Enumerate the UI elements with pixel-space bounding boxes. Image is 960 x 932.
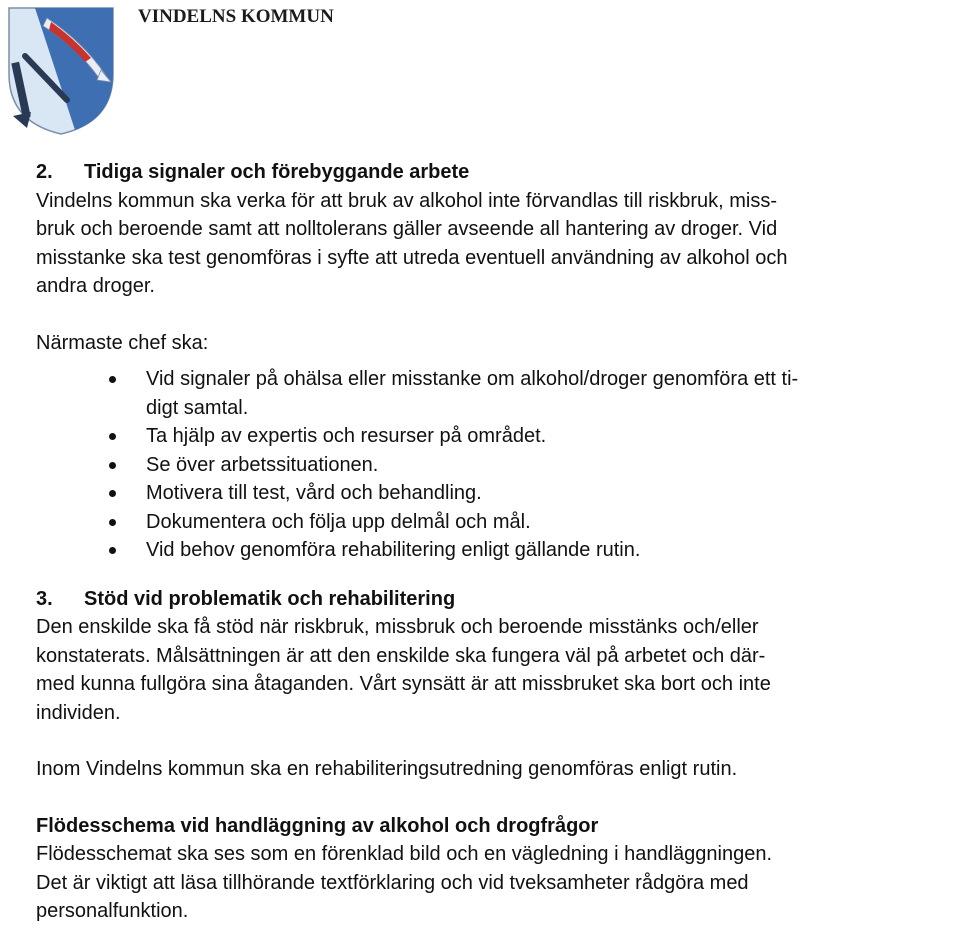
section-2-heading (36, 158, 956, 187)
bullet-icon (109, 547, 116, 554)
bullet-list (36, 365, 956, 565)
section-3-heading (36, 585, 956, 614)
section-2-line-3: misstanke ska test genomföras i syfte att utreda eventuell användning av alkohol och (36, 246, 788, 269)
section-3-title: Stöd vid problematik och rehabilitering (84, 587, 456, 610)
document-body (36, 158, 956, 926)
section-2-line-1: Vindelns kommun ska verka för att bruk av alkohol inte förvandlas till riskbruk, miss- (36, 189, 778, 212)
list-item: Dokumentera och följa upp delmål och mål. (146, 508, 956, 537)
list-item: Motivera till test, vård och behandling. (146, 479, 956, 508)
section-3-line-4: individen. (36, 701, 121, 724)
section-2-title: Tidiga signaler och förebyggande arbete (84, 161, 470, 183)
list-item: Ta hjälp av expertis och resurser på området. (146, 422, 956, 451)
section-3-line-2: konstaterats. Målsättningen är att den enskilde ska fungera väl på arbetet och där- (36, 644, 766, 667)
flowchart-heading: Flödesschema vid handläggning av alkohol och drogfrågor (36, 814, 599, 837)
flowchart-line-3: personalfunktion. (36, 900, 189, 922)
organization-name: VINDELNS KOMMUN (138, 6, 334, 27)
list-item: Vid signaler på ohälsa eller misstanke om alkohol/droger genomföra ett ti- (146, 365, 956, 394)
bullet-icon (109, 433, 116, 440)
list-item-continuation: digt samtal. (146, 396, 249, 419)
bullet-icon (109, 519, 116, 526)
coat-of-arms-logo (5, 4, 117, 136)
section-3-number: 3. (36, 587, 53, 610)
bullet-icon (109, 462, 116, 469)
list-item: Se över arbetssituationen. (146, 451, 956, 480)
bullet-icon (109, 376, 116, 383)
rehabilitation-paragraph: Inom Vindelns kommun ska en rehabiliteringsutredning genomföras enligt rutin. (36, 758, 738, 780)
bullet-icon (109, 490, 116, 497)
flowchart-line-2: Det är viktigt att läsa tillhörande textförklaring och vid tveksamheter rådgöra med (36, 871, 749, 894)
list-intro: Närmaste chef ska: (36, 331, 209, 354)
section-3-line-3: med kunna fullgöra sina åtaganden. Vårt synsätt är att missbruket ska bort och inte (36, 673, 771, 695)
section-3-line-1: Den enskilde ska få stöd när riskbruk, missbruk och beroende misstänks och/eller (36, 616, 759, 638)
section-2-number: 2. (36, 161, 53, 183)
section-2-line-2: bruk och beroende samt att nolltolerans gäller avseende all hantering av droger. Vid (36, 218, 778, 240)
list-item: Vid behov genomföra rehabilitering enligt gällande rutin. (146, 536, 956, 565)
section-2-line-4: andra droger. (36, 275, 155, 297)
flowchart-line-1: Flödesschemat ska ses som en förenklad bild och en vägledning i handläggningen. (36, 843, 773, 865)
